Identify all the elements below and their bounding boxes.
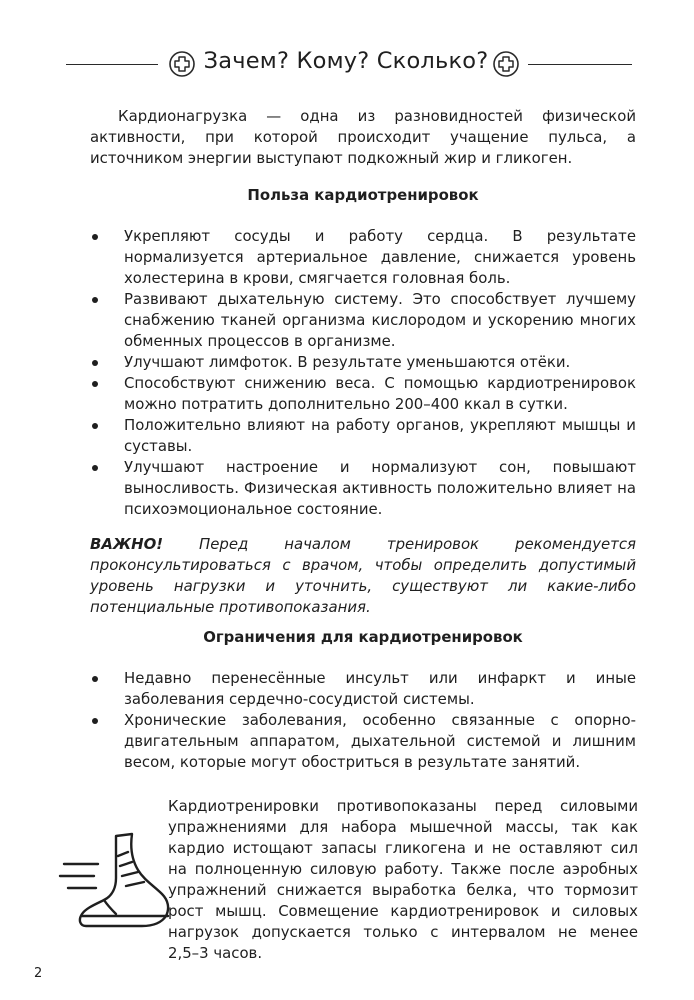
list-item [88,457,636,520]
medical-cross-icon [490,48,522,80]
bullet-icon [92,423,98,429]
bullet-icon [92,381,98,387]
page-number: 2 [34,966,43,981]
running-sneaker-icon [58,830,174,940]
list-item-text: Способствуют снижению веса. С помощью кардиотренировок можно потратить дополнительно 200–400 ккал в сутки. [124,374,636,413]
important-note [90,534,636,618]
list-item-text: Положительно влияют на работу органов, укрепляют мышцы и суставы. [124,416,636,455]
closing-line: 2,5–3 часов. [168,944,263,962]
closing-line: упражнениями для набора мышечной массы, так как [168,818,638,836]
header-rule-right [528,64,632,65]
bullet-icon [92,465,98,471]
medical-cross-icon [166,48,198,80]
intro-paragraph [90,106,636,169]
closing-paragraph [168,796,638,964]
list-item [88,373,636,415]
intro-text: Кардионагрузка — одна из разновидностей физической активности, при которой происходит учащение пульса, а источником энергии выступают подкожный жир и гликоген. [90,107,636,167]
bullet-icon [92,297,98,303]
list-item-text: Недавно перенесённые инсульт или инфаркт и иные заболевания сердечно-сосудистой системы. [124,669,636,708]
closing-line: кардио истощают запасы гликогена и не оставляют сил [168,839,638,857]
important-text: Перед началом тренировок рекомендуется проконсультироваться с врачом, чтобы определить допустимый уровень нагрузки и уточнить, существуют ли какие-либо потенциальные противопоказания. [90,535,636,616]
list-item [88,289,636,352]
closing-line: рост мышц. Совмещение кардиотренировок и силовых [168,902,638,920]
important-label: ВАЖНО! [90,535,164,553]
limits-heading: Ограничения для кардиотренировок [203,628,523,646]
list-item-text: Хронические заболевания, особенно связанные с опорно-двигательным аппаратом, дыхательной системой и лишним весом, которые могут обостриться в результате занятий. [124,711,636,771]
list-item [88,415,636,457]
list-item [88,352,636,373]
list-item [88,710,636,773]
benefits-list [88,226,636,520]
list-item-text: Улучшают лимфоток. В результате уменьшаются отёки. [124,353,571,371]
page-title: Зачем? Кому? Сколько? [203,48,489,74]
closing-line: упражнений снижается выработка белка, что тормозит [168,881,638,899]
limits-list [88,668,636,773]
benefits-heading: Польза кардиотренировок [247,186,479,204]
list-item-text: Улучшают настроение и нормализуют сон, повышают выносливость. Физическая активность положительно влияет на психоэмоциональное состояние. [124,458,636,518]
header-rule-left [66,64,158,65]
bullet-icon [92,676,98,682]
list-item-text: Развивают дыхательную систему. Это способствует лучшему снабжению тканей организма кислородом и ускорению многих обменных процессов в организме. [124,290,636,350]
bullet-icon [92,718,98,724]
closing-line: на полноценную силовую работу. Также после аэробных [168,860,638,878]
closing-line: нагрузок допускается только с интервалом не менее [168,923,638,941]
page-header [66,40,632,88]
bullet-icon [92,234,98,240]
list-item-text: Укрепляют сосуды и работу сердца. В результате нормализуется артериальное давление, снижается уровень холестерина в крови, смягчается головная боль. [124,227,636,287]
list-item [88,226,636,289]
bullet-icon [92,360,98,366]
list-item [88,668,636,710]
closing-line: Кардиотренировки противопоказаны перед силовыми [168,797,638,815]
